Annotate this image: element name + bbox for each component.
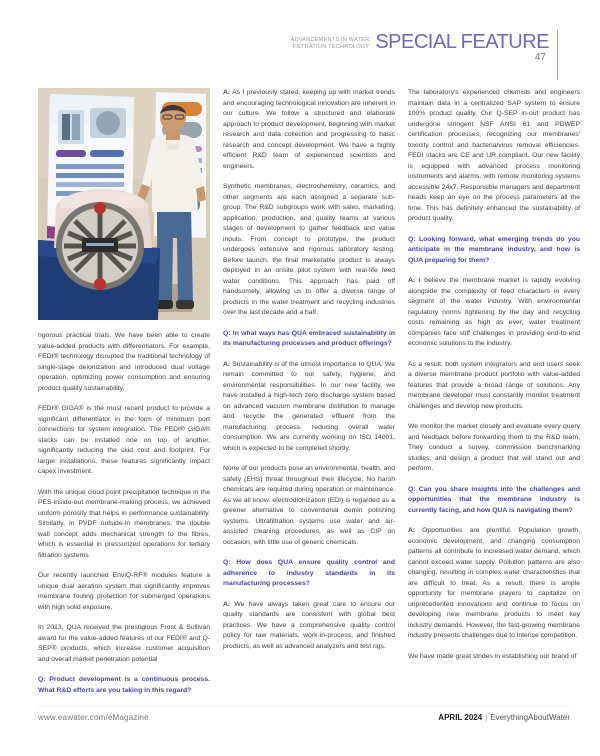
issue-date: APRIL 2024 [438,713,483,722]
column-left [38,88,210,706]
article-body [38,88,580,706]
answer-paragraph [223,88,395,172]
paragraph: We have made great strides in establishing our brand of [408,652,577,660]
answer-paragraph [223,360,395,455]
question-heading: Q: Can you share insights into the challenges and opportunities that the membrane industry is currently facing, and how QUA is navigating them? [408,485,580,514]
paragraph: rigorous practical trials. We have been able to create value-added products with differentiators. For example, FEDI® technology disrupted the traditional technology of single-stage deionization and introduced dual voltage operation, optimizing power consumption and ensuring product quality sustainability. [38,332,210,392]
paragraph: Our recently launched EnviQ-RF® modules feature a unique dual aeration system that significantly improves membrane fouling protection for submerged operations with high solid exposure. [38,572,210,611]
footer-separator: | [485,713,488,722]
kicker-line-1: ADVANCEMENTS IN WATER [290,37,370,43]
magazine-name: EverythingAboutWater [490,713,570,722]
column-right [408,88,580,706]
answer-text: Opportunities are plentiful. Population growth, economic development, and changing consumption patterns all contribute to increased water demand, which cannot exceed water supply. Pollution patterns are also changing, resulting in complex water characteristics that are difficult to treat. As a result, there is ample opportunity for membrane players to capitalize on unprecedented innovations and continue to focus on developing new membrane products to meet key industry demands. However, the fast-growing membrane industry presents challenges due to intense competition. [408,527,580,639]
answer-paragraph [223,600,395,653]
feature-photo-illustration [38,88,210,320]
paragraph: With the unique cloud point precipitation technique in the PES inside-out membrane-making process, we achieved uniform porosity that helps in performance sustainability. Similarly, in PVDF outside-in membranes, the double wall concept adds mechanical strength to the fibres, which is essential in pressurized operations for tertiary filtration systems. [38,488,210,559]
answer-paragraph [408,526,580,642]
question-heading: Q: In what ways has QUA embraced sustainability in its manufacturing processes and product offerings? [223,329,395,347]
answer-prefix: A: [223,360,231,368]
answer-prefix: A: [223,600,231,608]
answer-text: Sustainability is of the utmost importance to QUA. We remain committed to our safety, hygiene, and environmental responsibilities. In our new facility, we have installed a high-tech zero discharge system based on advanced vacuum membrane distillation to manage and recycle the generated effluent from the manufacturing process, reducing overall water consumption. We are currently working on ISO 14001, which is expected to be completed shortly. [223,360,396,452]
page-number: 47 [534,52,546,63]
paragraph: As a result, both system integrators and end users seek a diverse membrane product portfolio with value-added features that provide a broad range of solutions. Any membrane developer must constantly monitor treatment challenges and develop new products. [408,360,580,410]
page-header [291,30,558,80]
question-heading: Q: How does QUA ensure quality control and adherence to industry standards in its manufacturing processes? [223,559,395,587]
paragraph: The laboratory's experienced chemists and engineers maintain data in a centralized SAP system to ensure 100% product quality. Our Q-SEP in-out product has undergone stringent NSF ANSI 61 and PDWEP certification processes, recognizing our membranes' toxicity control and bacteria/virus removal efficiencies. FEDI stacks are CE and UR compliant. Our new facility is equipped with advanced process monitoring instruments and alarms, with remote monitoring systems accessible 24x7. Responsible managers and department heads keep an eye on the process parameters all the time. This has definitely enhanced the sustainability of product quality. [408,89,580,222]
header-divider [557,30,558,80]
answer-prefix: A: [408,277,416,284]
answer-paragraph [408,276,580,350]
kicker-line-2: FILTRATION TECHNOLOGY [292,44,370,51]
question-heading: Q: Product development is a continuous process. What R&D efforts are you taking in this regard? [38,676,210,694]
paragraph: In 2013, QUA received the prestigious Frost & Sullivan award for the value-added features of our FEDI® and Q-SEP® products, which increase customer acquisition and overall market penetration potential [38,624,210,663]
paragraph: We monitor the market closely and evaluate every query and feedback before forwarding them to the R&D team. They conduct a survey, commission benchmarking studies, and design a product that will stand out and perform. [408,423,580,472]
column-middle [223,88,395,706]
issue-info [438,713,570,722]
magazine-url-link[interactable]: www.eawater.com/eMagazine [38,713,149,722]
feature-photo [38,88,210,320]
section-kicker [291,30,370,52]
answer-text: As I previously stated, keeping up with market trends and encouraging technological innovation are inherent in our culture. We follow a structured and elaborate approach to product development, beginning with market research and data collection and progressing to basic research and concept development. We have a highly efficient R&D team of experienced scientists and engineers. [223,89,395,170]
paragraph: Synthetic membranes, electrochemistry, ceramics, and other segments are each assigned a separate sub-group. The R&D subgroups work with sales, marketing, application, production, and quality teams at various stages of development to gather feedback and value inputs. From concept to prototype, the product undergoes extensive and rigorous laboratory testing. Before launch, the final marketable product is always deployed in an onsite pilot system with real-life feed water conditions. This approach has paid off handsomely, allowing us to offer a diverse range of products in the water treatment and recycling industries over the last decade and a half. [223,183,395,316]
paragraph: FEDI® GIGA® is the most recent product to provide a significant differentiator in the form of minimum port connections for system integration. The FEDI® GIGA® stacks can be installed one on top of another, significantly reducing the skid cost and footprint. For larger installations, these features significantly impact capex investment. [38,405,210,475]
page-title: SPECIAL FEATURE [375,31,549,53]
answer-text: I believe the membrane market is rapidly evolving alongside the complexity of feed characters in every segment of the water industry. With environmental regulatory norms tightening by the day and recycling costs remaining as high as ever, water treatment companies face stiff challenges in providing end-to-end economic solutions to the industry. [408,277,580,347]
answer-prefix: A: [408,527,416,534]
answer-text: We have always taken great care to ensure our quality standards are consistent with global best practices. We have a comprehensive quality control policy for raw materials, work-in-process, and finished products, as well as advanced analyzers and test rigs. [223,600,396,650]
paragraph: None of our products pose an environmental, health, and safety (EHS) threat throughout their lifecycle. No harsh chemicals are required during operation or maintenance. As we all know, electrodionization (EDI) is regarded as a greener alternative to conventional demin polishing systems. Ultrafiltration systems use water and air-assisted cleaning procedures, as well as CIP on occasion, with little use of generic chemicals. [223,465,395,546]
page-footer [38,706,570,722]
answer-prefix: A: [223,89,231,96]
question-heading: Q: Looking forward, what emerging trends do you anticipate in the membrane industry, and how is QUA preparing for them? [408,235,580,264]
